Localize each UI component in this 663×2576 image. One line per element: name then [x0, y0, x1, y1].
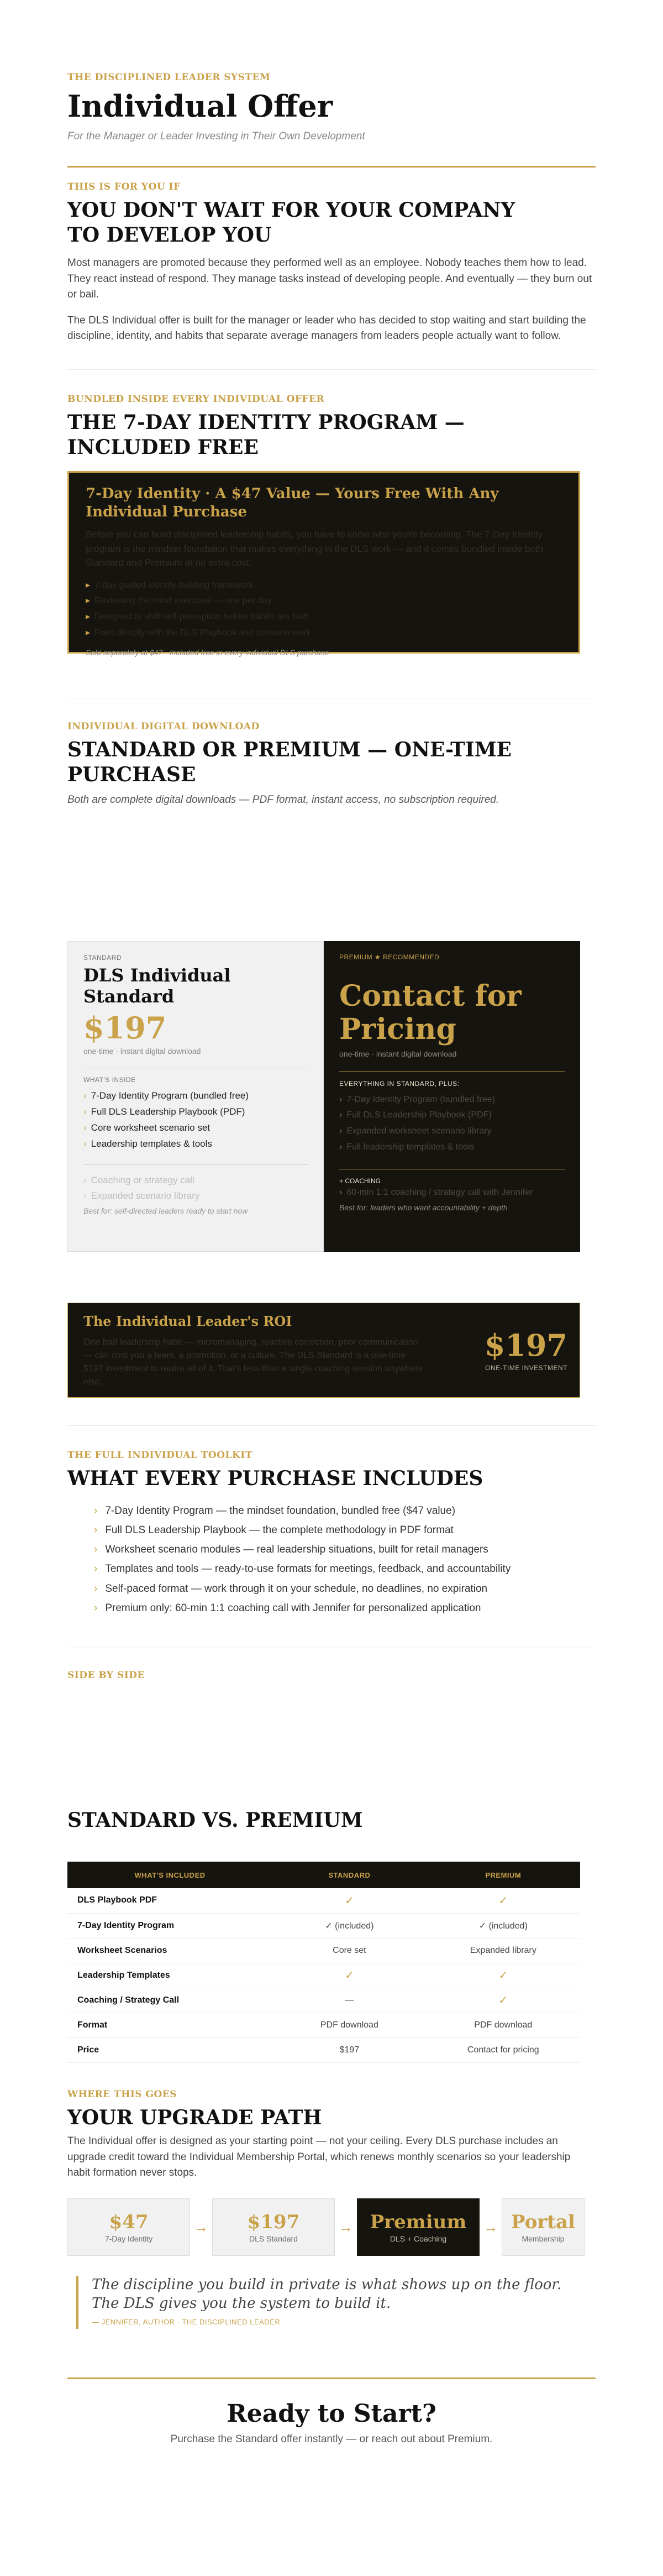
path-step-portal[interactable]: Portal Membership: [502, 2198, 585, 2256]
for-you-kicker: THIS IS FOR YOU IF: [67, 181, 181, 192]
roi-box: [67, 1303, 580, 1398]
table-cell: Expanded library: [427, 1938, 580, 1963]
hero: [67, 72, 596, 143]
table-row: [67, 1913, 580, 1938]
bundled-section: [67, 394, 596, 460]
table-row: [67, 2037, 580, 2062]
standard-best-for: Best for: self-directed leaders ready to start now: [83, 1206, 248, 1216]
hero-kicker: THE DISCIPLINED LEADER SYSTEM: [67, 72, 271, 83]
digital-subtitle: Both are complete digital downloads — PDF format, instant access, no subscription required.: [67, 794, 499, 806]
premium-features: [339, 1092, 565, 1156]
pricing-cards: [67, 941, 580, 1252]
identity-box-note: Sold separately at $47 · Included free in every individual DLS purchase: [86, 647, 329, 657]
list-item: › Expanded worksheet scenario library: [339, 1126, 492, 1136]
table-cell: Price: [67, 2037, 272, 2062]
table-cell: Contact for pricing: [427, 2037, 580, 2062]
arrow-icon: ›: [94, 1563, 98, 1575]
arrow-icon: ›: [94, 1544, 98, 1556]
list-item: ▸ Reviewing the mind exercises — one per day: [86, 596, 272, 606]
arrow-icon: ▸: [86, 596, 91, 606]
path-step-premium[interactable]: Premium DLS + Coaching: [357, 2198, 480, 2256]
table-cell: —: [272, 1988, 426, 2013]
table-row: [67, 1938, 580, 1963]
list-item: ▸ Designed to shift self-perception before habits are built: [86, 612, 308, 622]
compare-kicker: SIDE BY SIDE: [67, 1670, 145, 1681]
table-header: PREMIUM: [427, 1862, 580, 1888]
standard-excluded: [83, 1173, 308, 1205]
identity-box-body: Before you can build disciplined leadership habits, you have to know who you're becoming. The 7-Day Identity program is the mindset foundation that makes everything in the DLS work — and it comes bundled inside both Standard and Premium at no extra cost.: [86, 529, 543, 568]
digital-section: [67, 721, 596, 806]
arrow-icon: ›: [94, 1602, 98, 1614]
bundled-kicker: BUNDLED INSIDE EVERY INDIVIDUAL OFFER: [67, 394, 325, 405]
list-item: › Coaching or strategy call: [83, 1174, 194, 1185]
arrow-icon: ›: [83, 1090, 87, 1101]
section-divider: [67, 369, 596, 370]
toolkit-list: [67, 1501, 596, 1618]
table-cell: Coaching / Strategy Call: [67, 1988, 272, 2013]
table-row: [67, 1988, 580, 2013]
quote-text: The discipline you build in private is what shows up on the floor. The DLS gives you the system to build it.: [92, 2276, 562, 2312]
table-header-row: [67, 1862, 580, 1888]
table-row: [67, 1888, 580, 1913]
arrow-icon: ›: [339, 1110, 343, 1120]
identity-box-title: 7-Day Identity · A $47 Value — Yours Free With Any Individual Purchase: [86, 485, 499, 520]
table-cell: ✓ (included): [272, 1913, 426, 1938]
roi-price-block: [485, 1328, 567, 1372]
upgrade-kicker: WHERE THIS GOES: [67, 2089, 177, 2100]
table-cell: Leadership Templates: [67, 1963, 272, 1988]
list-item: › Expanded scenario library: [83, 1190, 200, 1201]
check-icon: ✓: [272, 1963, 426, 1988]
check-icon: ✓: [427, 1888, 580, 1913]
cta-section: [67, 2400, 596, 2446]
compare-kicker-wrap: [67, 1670, 596, 1681]
premium-inc-label: EVERYTHING IN STANDARD, PLUS:: [339, 1079, 460, 1088]
toolkit-title: WHAT EVERY PURCHASE INCLUDES: [67, 1467, 483, 1490]
list-item: › 7-Day Identity Program (bundled free): [83, 1090, 249, 1101]
list-item: › Premium only: 60-min 1:1 coaching call with Jennifer for personalized application: [94, 1602, 481, 1614]
standard-inc-label: WHAT'S INSIDE: [83, 1076, 136, 1084]
standard-card[interactable]: [67, 941, 324, 1252]
identity-box-list: [86, 578, 562, 641]
check-icon: ✓: [427, 1963, 580, 1988]
table-row: [67, 2013, 580, 2037]
compare-title: STANDARD VS. PREMIUM: [67, 1809, 363, 1832]
list-item: › Templates and tools — ready-to-use formats for meetings, feedback, and accountability: [94, 1563, 511, 1575]
compare-title-wrap: [67, 1808, 596, 1833]
table-cell: 7-Day Identity Program: [67, 1913, 272, 1938]
arrow-icon: ›: [94, 1505, 98, 1517]
digital-kicker: INDIVIDUAL DIGITAL DOWNLOAD: [67, 721, 260, 732]
cta-title: Ready to Start?: [227, 2400, 436, 2428]
premium-price-sub: one-time · instant digital download: [339, 1049, 457, 1058]
check-icon: ✓: [272, 1888, 426, 1913]
premium-coach-label: + COACHING: [339, 1177, 381, 1185]
standard-price: $197: [83, 1010, 167, 1046]
hero-subtitle: For the Manager or Leader Investing in Their Own Development: [67, 130, 365, 142]
roi-price: $197: [484, 1328, 567, 1363]
list-item: › Full leadership templates & tools: [339, 1142, 475, 1152]
toolkit-kicker: THE FULL INDIVIDUAL TOOLKIT: [67, 1450, 252, 1461]
table-row: [67, 1963, 580, 1988]
roi-price-label: ONE-TIME INVESTMENT: [485, 1364, 567, 1372]
for-you-title: YOU DON'T WAIT FOR YOUR COMPANY TO DEVELOP YOU: [67, 198, 515, 247]
check-icon: ✓: [427, 1988, 580, 2013]
bundled-title: THE 7-DAY IDENTITY PROGRAM — INCLUDED FREE: [67, 411, 465, 459]
for-you-paragraph-1: Most managers are promoted because they performed well as an employee. Nobody teaches them how to lead. They react instead of respond. They manage tasks instead of developing people. And eventually — they burn out or bail.: [67, 257, 592, 300]
premium-label: PREMIUM ★ RECOMMENDED: [339, 953, 440, 961]
list-item: › 7-Day Identity Program — the mindset foundation, bundled free ($47 value): [94, 1505, 456, 1517]
for-you-paragraph-2: The DLS Individual offer is built for the manager or leader who has decided to stop waiting and start building the discipline, identity, and habits that separate average managers from leaders people actually want to follow.: [67, 314, 586, 342]
hero-divider: [67, 166, 596, 168]
arrow-right-icon: →: [483, 2218, 498, 2235]
toolkit-section: [67, 1450, 596, 1618]
identity-program-box: [67, 471, 580, 657]
quote-block: [76, 2276, 585, 2329]
roi-body: One bad leadership habit — micromanaging, reactive correction, poor communication — can cost you a team, a promotion, or a culture. The DLS Standard is a one-time $197 investment to rewire all of it. That's less than a single coaching session anywhere else.: [83, 1337, 423, 1387]
premium-title: Contact for Pricing: [339, 979, 522, 1046]
premium-coach-list: [339, 1185, 565, 1201]
section-divider: [67, 1425, 596, 1426]
premium-best-for: Best for: leaders who want accountability + depth: [339, 1203, 508, 1212]
table-cell: DLS Playbook PDF: [67, 1888, 272, 1913]
arrow-icon: ›: [83, 1106, 87, 1117]
list-item: › Full DLS Leadership Playbook (PDF): [339, 1110, 492, 1120]
cta-subtitle: Purchase the Standard offer instantly — or reach out about Premium.: [170, 2433, 493, 2445]
table-cell: PDF download: [272, 2013, 426, 2037]
premium-card[interactable]: [324, 941, 580, 1252]
arrow-right-icon: →: [194, 2218, 208, 2235]
list-item: › Self-paced format — work through it on your schedule, no deadlines, no expiration: [94, 1582, 488, 1595]
for-you-section: [67, 181, 596, 344]
upgrade-title: YOUR UPGRADE PATH: [67, 2106, 322, 2129]
arrow-icon: ▸: [86, 628, 91, 638]
digital-title: STANDARD OR PREMIUM — ONE-TIME PURCHASE: [67, 738, 512, 786]
standard-price-sub: one-time · instant digital download: [83, 1047, 201, 1056]
upgrade-body: The Individual offer is designed as your starting point — not your ceiling. Every DLS purchase includes an upgrade credit toward the Individual Membership Portal, which renews monthly scenarios so your leadership habit formation never stops.: [67, 2135, 571, 2178]
list-item: › Core worksheet scenario set: [83, 1122, 211, 1133]
arrow-icon: ▸: [86, 580, 91, 590]
comparison-table: [67, 1862, 580, 2063]
path-step-standard[interactable]: $197 DLS Standard: [212, 2198, 335, 2256]
table-cell: Format: [67, 2013, 272, 2037]
arrow-icon: ›: [339, 1094, 343, 1104]
arrow-icon: ›: [83, 1174, 87, 1185]
list-item: › Full DLS Leadership Playbook (PDF): [83, 1106, 245, 1117]
list-item: › Full DLS Leadership Playbook — the complete methodology in PDF format: [94, 1524, 454, 1537]
arrow-icon: ›: [94, 1582, 98, 1595]
page-title: Individual Offer: [67, 88, 333, 124]
standard-features: [83, 1088, 308, 1152]
table-header: STANDARD: [272, 1862, 426, 1888]
roi-title: The Individual Leader's ROI: [83, 1313, 292, 1329]
list-item: ▸ Pairs directly with the DLS Playbook and scenario work: [86, 628, 311, 638]
standard-title: DLS Individual Standard: [83, 965, 231, 1007]
card-divider: [83, 1164, 308, 1165]
arrow-icon: ›: [339, 1126, 343, 1136]
table-cell: PDF download: [427, 2013, 580, 2037]
arrow-right-icon: →: [339, 2218, 353, 2235]
upgrade-section: [67, 2089, 596, 2181]
list-item: ▸ 7-day guided identity-building framework: [86, 580, 254, 590]
arrow-icon: ›: [83, 1190, 87, 1201]
table-cell: Worksheet Scenarios: [67, 1938, 272, 1963]
arrow-icon: ▸: [86, 612, 91, 622]
list-item: › Worksheet scenario modules — real leadership situations, built for retail managers: [94, 1544, 488, 1556]
cta-divider: [67, 2378, 596, 2379]
list-item: › Leadership templates & tools: [83, 1138, 212, 1149]
upgrade-path: [67, 2198, 596, 2256]
arrow-icon: ›: [94, 1524, 98, 1537]
table-cell: Core set: [272, 1938, 426, 1963]
quote-attribution: — JENNIFER, AUTHOR · THE DISCIPLINED LEADER: [92, 2317, 281, 2326]
arrow-icon: ›: [339, 1187, 343, 1197]
arrow-icon: ›: [339, 1142, 343, 1152]
arrow-icon: ›: [83, 1122, 87, 1133]
table-cell: $197: [272, 2037, 426, 2062]
table-header: WHAT'S INCLUDED: [67, 1862, 272, 1888]
list-item: › 60-min 1:1 coaching / strategy call with Jennifer: [339, 1187, 533, 1197]
arrow-icon: ›: [83, 1138, 87, 1149]
list-item: › 7-Day Identity Program (bundled free): [339, 1094, 495, 1104]
standard-label: STANDARD: [83, 954, 122, 962]
table-cell: ✓ (included): [427, 1913, 580, 1938]
path-step-identity[interactable]: $47 7-Day Identity: [67, 2198, 190, 2256]
